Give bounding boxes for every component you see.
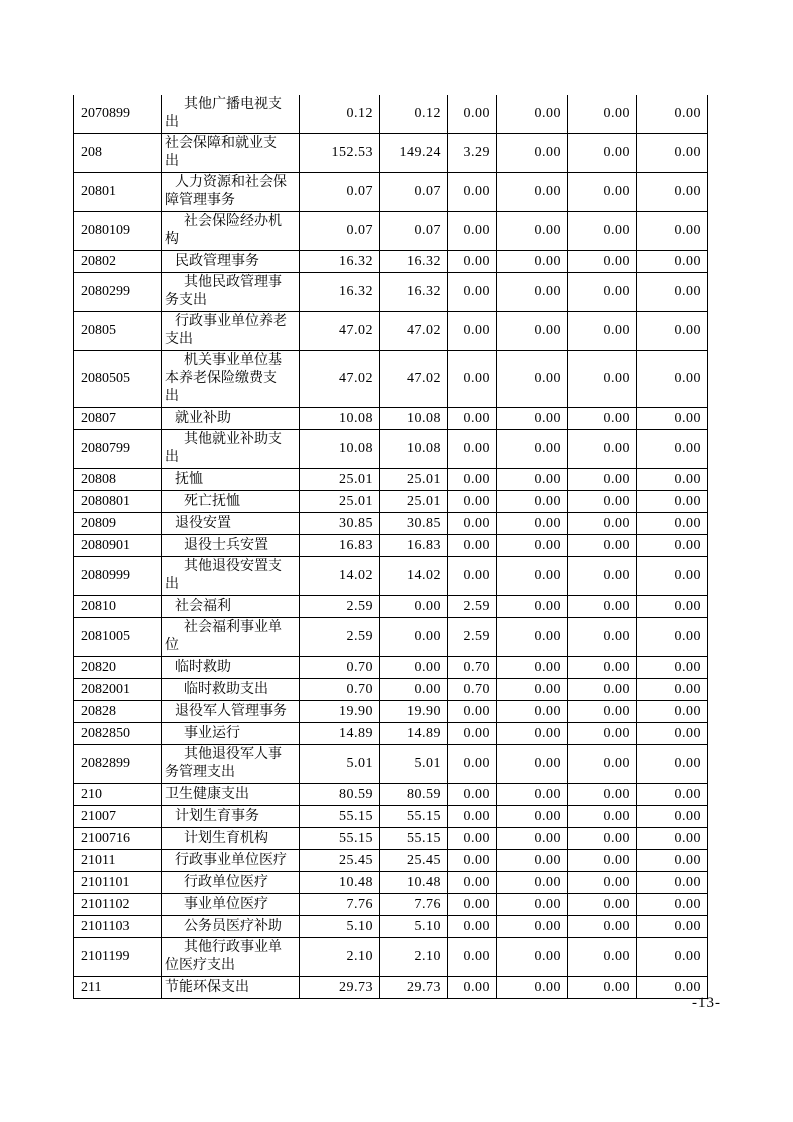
- value-cell: 14.89: [380, 723, 448, 745]
- value-cell: 5.10: [380, 916, 448, 938]
- value-cell: 0.00: [497, 312, 568, 351]
- value-cell: 0.00: [637, 938, 708, 977]
- value-cell: 0.00: [497, 850, 568, 872]
- value-cell: 0.00: [568, 894, 637, 916]
- value-cell: 0.00: [568, 469, 637, 491]
- code-cell: 20808: [74, 469, 162, 491]
- name-cell: 行政单位医疗: [162, 872, 300, 894]
- value-cell: 0.00: [637, 596, 708, 618]
- table-row: [74, 469, 708, 491]
- value-cell: 0.00: [448, 701, 497, 723]
- code-cell: 2080999: [74, 557, 162, 596]
- page-number: -13-: [692, 995, 721, 1011]
- name-cell: 抚恤: [162, 469, 300, 491]
- code-cell: 20805: [74, 312, 162, 351]
- code-cell: 21011: [74, 850, 162, 872]
- value-cell: 16.32: [300, 251, 380, 273]
- value-cell: 0.00: [568, 173, 637, 212]
- value-cell: 16.32: [300, 273, 380, 312]
- value-cell: 10.08: [380, 408, 448, 430]
- name-cell: 民政管理事务: [162, 251, 300, 273]
- value-cell: 0.00: [448, 535, 497, 557]
- value-cell: 0.00: [448, 557, 497, 596]
- code-cell: 20801: [74, 173, 162, 212]
- code-cell: 2101102: [74, 894, 162, 916]
- value-cell: 0.00: [637, 679, 708, 701]
- value-cell: 0.00: [637, 828, 708, 850]
- value-cell: 0.00: [448, 173, 497, 212]
- value-cell: 2.59: [448, 618, 497, 657]
- name-cell: 机关事业单位基本养老保险缴费支出: [162, 351, 300, 408]
- value-cell: 2.59: [448, 596, 497, 618]
- value-cell: 0.00: [637, 723, 708, 745]
- value-cell: 0.00: [637, 513, 708, 535]
- table-row: [74, 596, 708, 618]
- value-cell: 0.00: [637, 351, 708, 408]
- code-cell: 2070899: [74, 95, 162, 134]
- value-cell: 0.00: [568, 916, 637, 938]
- value-cell: 0.00: [448, 894, 497, 916]
- value-cell: 0.00: [637, 134, 708, 173]
- value-cell: 0.00: [448, 491, 497, 513]
- value-cell: 10.08: [300, 408, 380, 430]
- value-cell: 25.45: [380, 850, 448, 872]
- table-row: [74, 351, 708, 408]
- value-cell: 0.00: [448, 273, 497, 312]
- value-cell: 0.00: [497, 745, 568, 784]
- name-cell: 其他退役军人事务管理支出: [162, 745, 300, 784]
- value-cell: 0.00: [637, 701, 708, 723]
- table-row: [74, 701, 708, 723]
- value-cell: 0.00: [568, 134, 637, 173]
- value-cell: 0.00: [448, 351, 497, 408]
- value-cell: 19.90: [380, 701, 448, 723]
- value-cell: 0.00: [637, 977, 708, 999]
- table-row: [74, 745, 708, 784]
- value-cell: 0.00: [568, 701, 637, 723]
- value-cell: 0.00: [497, 557, 568, 596]
- value-cell: 0.00: [497, 723, 568, 745]
- value-cell: 0.00: [568, 872, 637, 894]
- table-row: [74, 723, 708, 745]
- value-cell: 0.00: [568, 596, 637, 618]
- code-cell: 20810: [74, 596, 162, 618]
- budget-table-body: [74, 95, 708, 999]
- value-cell: 0.00: [448, 828, 497, 850]
- value-cell: 0.00: [497, 95, 568, 134]
- code-cell: 2080799: [74, 430, 162, 469]
- table-row: [74, 95, 708, 134]
- table-row: [74, 618, 708, 657]
- table-row: [74, 916, 708, 938]
- value-cell: 0.00: [448, 212, 497, 251]
- value-cell: 0.00: [568, 557, 637, 596]
- table-row: [74, 850, 708, 872]
- value-cell: 0.00: [497, 351, 568, 408]
- value-cell: 0.12: [380, 95, 448, 134]
- value-cell: 0.00: [637, 806, 708, 828]
- value-cell: 0.00: [448, 513, 497, 535]
- value-cell: 0.12: [300, 95, 380, 134]
- value-cell: 0.00: [568, 251, 637, 273]
- name-cell: 就业补助: [162, 408, 300, 430]
- code-cell: 20809: [74, 513, 162, 535]
- value-cell: 0.00: [637, 850, 708, 872]
- value-cell: 0.00: [497, 173, 568, 212]
- name-cell: 临时救助支出: [162, 679, 300, 701]
- table-row: [74, 134, 708, 173]
- value-cell: 0.00: [448, 784, 497, 806]
- code-cell: 2080299: [74, 273, 162, 312]
- value-cell: 0.00: [637, 469, 708, 491]
- value-cell: 0.00: [637, 273, 708, 312]
- value-cell: 10.08: [380, 430, 448, 469]
- value-cell: 14.02: [380, 557, 448, 596]
- table-row: [74, 430, 708, 469]
- value-cell: 0.70: [300, 657, 380, 679]
- name-cell: 社会福利: [162, 596, 300, 618]
- table-row: [74, 977, 708, 999]
- code-cell: 2082899: [74, 745, 162, 784]
- value-cell: 16.83: [380, 535, 448, 557]
- value-cell: 149.24: [380, 134, 448, 173]
- code-cell: 2081005: [74, 618, 162, 657]
- value-cell: 16.32: [380, 251, 448, 273]
- value-cell: 25.01: [300, 469, 380, 491]
- name-cell: 行政事业单位医疗: [162, 850, 300, 872]
- value-cell: 0.00: [497, 513, 568, 535]
- value-cell: 0.70: [448, 679, 497, 701]
- name-cell: 其他退役安置支出: [162, 557, 300, 596]
- value-cell: 0.00: [568, 273, 637, 312]
- value-cell: 0.00: [448, 872, 497, 894]
- value-cell: 5.10: [300, 916, 380, 938]
- value-cell: 0.00: [637, 95, 708, 134]
- value-cell: 0.00: [568, 212, 637, 251]
- table-row: [74, 938, 708, 977]
- value-cell: 0.00: [448, 430, 497, 469]
- value-cell: 0.00: [380, 618, 448, 657]
- name-cell: 退役安置: [162, 513, 300, 535]
- value-cell: 5.01: [380, 745, 448, 784]
- value-cell: 5.01: [300, 745, 380, 784]
- value-cell: 0.00: [637, 557, 708, 596]
- value-cell: 0.00: [497, 872, 568, 894]
- value-cell: 0.00: [497, 212, 568, 251]
- value-cell: 0.00: [637, 491, 708, 513]
- value-cell: 0.00: [637, 535, 708, 557]
- table-row: [74, 828, 708, 850]
- value-cell: 0.00: [568, 618, 637, 657]
- value-cell: 0.00: [568, 95, 637, 134]
- value-cell: 0.00: [637, 745, 708, 784]
- value-cell: 0.00: [448, 806, 497, 828]
- value-cell: 80.59: [300, 784, 380, 806]
- code-cell: 211: [74, 977, 162, 999]
- name-cell: 行政事业单位养老支出: [162, 312, 300, 351]
- value-cell: 2.10: [300, 938, 380, 977]
- code-cell: 20820: [74, 657, 162, 679]
- name-cell: 社会保险经办机构: [162, 212, 300, 251]
- value-cell: 0.00: [637, 872, 708, 894]
- value-cell: 0.00: [568, 850, 637, 872]
- value-cell: 10.48: [300, 872, 380, 894]
- value-cell: 80.59: [380, 784, 448, 806]
- code-cell: 208: [74, 134, 162, 173]
- code-cell: 21007: [74, 806, 162, 828]
- value-cell: 0.07: [300, 173, 380, 212]
- value-cell: 0.00: [637, 408, 708, 430]
- name-cell: 计划生育机构: [162, 828, 300, 850]
- value-cell: 2.10: [380, 938, 448, 977]
- table-row: [74, 212, 708, 251]
- value-cell: 0.00: [568, 806, 637, 828]
- value-cell: 30.85: [380, 513, 448, 535]
- name-cell: 事业单位医疗: [162, 894, 300, 916]
- table-row: [74, 894, 708, 916]
- value-cell: 16.83: [300, 535, 380, 557]
- table-row: [74, 784, 708, 806]
- value-cell: 0.00: [380, 679, 448, 701]
- value-cell: 0.07: [380, 212, 448, 251]
- value-cell: 0.00: [637, 430, 708, 469]
- name-cell: 其他行政事业单位医疗支出: [162, 938, 300, 977]
- value-cell: 0.00: [568, 723, 637, 745]
- name-cell: 节能环保支出: [162, 977, 300, 999]
- value-cell: 14.02: [300, 557, 380, 596]
- value-cell: 0.00: [448, 850, 497, 872]
- value-cell: 0.00: [497, 806, 568, 828]
- code-cell: 2101101: [74, 872, 162, 894]
- value-cell: 0.00: [497, 784, 568, 806]
- value-cell: 0.00: [637, 894, 708, 916]
- value-cell: 0.00: [637, 657, 708, 679]
- code-cell: 2080505: [74, 351, 162, 408]
- name-cell: 公务员医疗补助: [162, 916, 300, 938]
- value-cell: 0.00: [637, 784, 708, 806]
- name-cell: 退役士兵安置: [162, 535, 300, 557]
- table-row: [74, 491, 708, 513]
- table-row: [74, 557, 708, 596]
- value-cell: 0.00: [568, 784, 637, 806]
- table-row: [74, 657, 708, 679]
- value-cell: 0.00: [497, 618, 568, 657]
- value-cell: 55.15: [380, 828, 448, 850]
- name-cell: 其他广播电视支出: [162, 95, 300, 134]
- value-cell: 0.00: [497, 828, 568, 850]
- value-cell: 0.00: [448, 312, 497, 351]
- value-cell: 0.00: [568, 491, 637, 513]
- value-cell: 0.00: [637, 618, 708, 657]
- value-cell: 0.00: [497, 273, 568, 312]
- table-row: [74, 679, 708, 701]
- name-cell: 事业运行: [162, 723, 300, 745]
- value-cell: 10.48: [380, 872, 448, 894]
- value-cell: 0.00: [448, 745, 497, 784]
- code-cell: 20802: [74, 251, 162, 273]
- value-cell: 0.00: [568, 513, 637, 535]
- value-cell: 3.29: [448, 134, 497, 173]
- value-cell: 0.00: [448, 408, 497, 430]
- value-cell: 47.02: [380, 351, 448, 408]
- value-cell: 0.00: [497, 408, 568, 430]
- name-cell: 计划生育事务: [162, 806, 300, 828]
- value-cell: 0.00: [568, 828, 637, 850]
- value-cell: 0.00: [637, 916, 708, 938]
- value-cell: 7.76: [380, 894, 448, 916]
- name-cell: 卫生健康支出: [162, 784, 300, 806]
- code-cell: 20807: [74, 408, 162, 430]
- value-cell: 0.07: [380, 173, 448, 212]
- value-cell: 0.07: [300, 212, 380, 251]
- value-cell: 47.02: [300, 351, 380, 408]
- value-cell: 0.00: [497, 916, 568, 938]
- value-cell: 0.00: [448, 938, 497, 977]
- code-cell: 2101199: [74, 938, 162, 977]
- value-cell: 0.00: [448, 95, 497, 134]
- value-cell: 29.73: [380, 977, 448, 999]
- name-cell: 人力资源和社会保障管理事务: [162, 173, 300, 212]
- value-cell: 55.15: [300, 806, 380, 828]
- value-cell: 25.01: [380, 491, 448, 513]
- value-cell: 47.02: [300, 312, 380, 351]
- value-cell: 0.00: [448, 469, 497, 491]
- value-cell: 0.00: [380, 596, 448, 618]
- value-cell: 55.15: [300, 828, 380, 850]
- value-cell: 2.59: [300, 618, 380, 657]
- value-cell: 0.00: [497, 134, 568, 173]
- value-cell: 0.00: [568, 745, 637, 784]
- code-cell: 210: [74, 784, 162, 806]
- table-row: [74, 806, 708, 828]
- value-cell: 0.00: [568, 351, 637, 408]
- value-cell: 0.00: [637, 212, 708, 251]
- name-cell: 其他民政管理事务支出: [162, 273, 300, 312]
- value-cell: 0.00: [568, 977, 637, 999]
- value-cell: 30.85: [300, 513, 380, 535]
- value-cell: 0.00: [497, 596, 568, 618]
- value-cell: 2.59: [300, 596, 380, 618]
- value-cell: 0.00: [568, 312, 637, 351]
- value-cell: 0.00: [497, 251, 568, 273]
- value-cell: 0.00: [497, 679, 568, 701]
- value-cell: 0.00: [497, 938, 568, 977]
- value-cell: 0.00: [568, 657, 637, 679]
- name-cell: 其他就业补助支出: [162, 430, 300, 469]
- value-cell: 0.00: [497, 469, 568, 491]
- value-cell: 0.00: [448, 977, 497, 999]
- value-cell: 0.00: [497, 491, 568, 513]
- value-cell: 14.89: [300, 723, 380, 745]
- code-cell: 2101103: [74, 916, 162, 938]
- value-cell: 0.70: [300, 679, 380, 701]
- value-cell: 0.00: [568, 679, 637, 701]
- table-row: [74, 273, 708, 312]
- value-cell: 19.90: [300, 701, 380, 723]
- value-cell: 0.00: [380, 657, 448, 679]
- value-cell: 0.00: [497, 430, 568, 469]
- value-cell: 10.08: [300, 430, 380, 469]
- value-cell: 25.01: [380, 469, 448, 491]
- value-cell: 0.00: [448, 723, 497, 745]
- code-cell: 2080901: [74, 535, 162, 557]
- name-cell: 社会福利事业单位: [162, 618, 300, 657]
- value-cell: 7.76: [300, 894, 380, 916]
- value-cell: 16.32: [380, 273, 448, 312]
- table-row: [74, 408, 708, 430]
- table-row: [74, 312, 708, 351]
- table-row: [74, 251, 708, 273]
- value-cell: 0.00: [637, 312, 708, 351]
- value-cell: 25.45: [300, 850, 380, 872]
- table-row: [74, 872, 708, 894]
- value-cell: 0.00: [497, 701, 568, 723]
- table-row: [74, 535, 708, 557]
- name-cell: 临时救助: [162, 657, 300, 679]
- value-cell: 0.70: [448, 657, 497, 679]
- value-cell: 0.00: [568, 535, 637, 557]
- value-cell: 0.00: [497, 894, 568, 916]
- code-cell: 2082001: [74, 679, 162, 701]
- value-cell: 0.00: [497, 535, 568, 557]
- name-cell: 死亡抚恤: [162, 491, 300, 513]
- value-cell: 55.15: [380, 806, 448, 828]
- code-cell: 2080801: [74, 491, 162, 513]
- value-cell: 0.00: [637, 173, 708, 212]
- value-cell: 47.02: [380, 312, 448, 351]
- value-cell: 0.00: [568, 938, 637, 977]
- value-cell: 0.00: [637, 251, 708, 273]
- code-cell: 20828: [74, 701, 162, 723]
- table-row: [74, 513, 708, 535]
- value-cell: 0.00: [448, 251, 497, 273]
- code-cell: 2082850: [74, 723, 162, 745]
- name-cell: 社会保障和就业支出: [162, 134, 300, 173]
- code-cell: 2080109: [74, 212, 162, 251]
- value-cell: 0.00: [497, 657, 568, 679]
- value-cell: 0.00: [568, 408, 637, 430]
- value-cell: 25.01: [300, 491, 380, 513]
- table-row: [74, 173, 708, 212]
- name-cell: 退役军人管理事务: [162, 701, 300, 723]
- budget-table: [73, 95, 708, 999]
- value-cell: 0.00: [448, 916, 497, 938]
- value-cell: 29.73: [300, 977, 380, 999]
- value-cell: 0.00: [568, 430, 637, 469]
- value-cell: 0.00: [497, 977, 568, 999]
- code-cell: 2100716: [74, 828, 162, 850]
- value-cell: 152.53: [300, 134, 380, 173]
